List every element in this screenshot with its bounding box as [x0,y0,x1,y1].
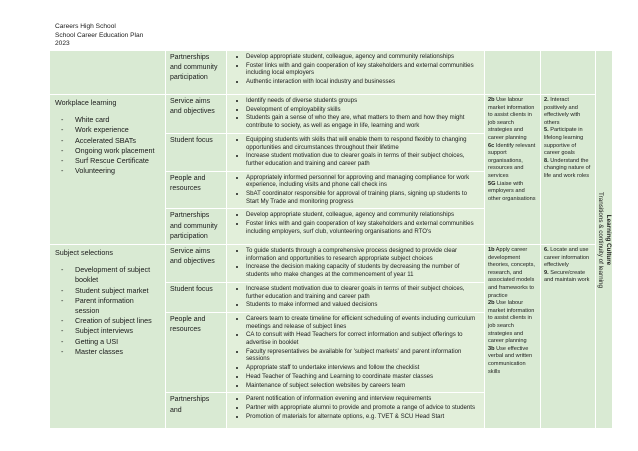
program-cell [50,51,166,95]
list-item: - Subject interviews [55,326,160,336]
practitioner-standards-cell [485,51,541,95]
standard-number: 2. [544,97,549,103]
aspect-bullets [230,136,481,168]
list-item: • Identify needs of diverse students groups [246,97,481,105]
aspect-bullets [230,285,481,309]
list-item: • Promotion of materials for alternate options, e.g. TVET & SCU Head Start [246,413,481,421]
vertical-category-cell [596,51,613,429]
list-item: • Parent notification of information evening and interview requirements [246,395,481,403]
aspect-bullets [230,174,481,206]
standard-text: Apply career development theories, concepts, research, and associated models and frameworks to practice [488,247,535,299]
aspect-bullets [230,315,481,389]
standard-text: Use effective verbal and written communication skills [488,345,533,375]
standard-number: 5G [488,180,496,187]
standard-entry [488,143,537,181]
standard-text: Use labour market information to assist clients in job search strategies and career planning [488,300,535,345]
list-item: - Development of subject booklet [55,265,160,285]
practitioner-standards-cell [485,245,541,429]
program-items [55,115,160,176]
aspect-details [227,133,485,171]
list-item: • Develop appropriate student, colleague, agency and community relationships [246,211,481,219]
standard-number: 3b [488,345,495,352]
practitioner-standards-cell [485,95,541,245]
aspect-label: Partnerships and community participation [166,51,227,95]
standard-number: 5. [544,127,549,134]
plan-row [50,95,613,134]
aspect-label: People and resources [166,171,227,209]
aspect-details [227,393,485,429]
list-item: • Students to make informed and valued decisions [246,301,481,309]
school-name: Careers High School [55,23,116,30]
standard-number: 2b [488,97,495,103]
aspect-details [227,171,485,209]
list-item: • Appropriate staff to undertake interviews and follow the checklist [246,364,481,372]
aspect-bullets [230,53,481,86]
list-item: - Ongoing work placement [55,146,160,156]
aspect-details [227,95,485,134]
list-item: • Develop appropriate student, colleague, agency and community relationships [246,53,481,61]
program-title: Workplace learning [55,98,117,107]
aspect-label: People and resources [166,312,227,392]
plan-title: School Career Education Plan [55,31,144,39]
standard-entry [488,300,537,346]
plan-year: 2023 [55,40,70,48]
standard-number: 1b [488,247,495,254]
aspect-label: Partnerships and [166,393,227,429]
list-item: - White card [55,115,160,125]
list-item: - Volunteering [55,166,160,176]
standard-entry [544,247,592,270]
list-item: • CA to consult with Head Teachers for correct information and subject offerings to advertise in booklet [246,331,481,346]
vertical-label-subtitle: Transitions & continuity of learning [597,191,604,288]
aspect-details [227,209,485,245]
aspect-details [227,312,485,392]
standard-text: Understand the changing nature of life and work roles [544,157,591,179]
standard-number: 8. [544,157,549,164]
aspect-label: Service aims and objectives [166,95,227,134]
aspect-details [227,51,485,95]
list-item: • Appropriately informed personnel for approving and managing compliance for work experience, including visits and phone call check ins [246,174,481,189]
list-item: • Development of employability skills [246,106,481,114]
list-item: • Maintenance of subject selection websites by careers team [246,382,481,390]
vertical-label-title: Learning Culture [605,214,612,265]
standard-number: 2b [488,300,495,307]
standard-entry [544,97,592,127]
plan-row [50,245,613,283]
standard-text: Use labour market information to assist clients in job search strategies and career planning [488,97,535,141]
list-item: • To guide students through a comprehensive process designed to provide clear information and opportunities to research appropriate subject choices [246,247,481,262]
standard-entry [544,127,592,157]
standard-text: Participate in lifelong learning supportive of career goals [544,127,584,157]
list-item: - Creation of subject lines [55,316,160,326]
list-item: • Equipping students with skills that will enable them to respond flexibly to changing opportunities and circumstances throughout their lifetime [246,136,481,151]
list-item: - Work experience [55,125,160,135]
standard-text: Interact positively and effectively with others [544,97,581,126]
list-item: - Accelerated SBATs [55,136,160,146]
list-item: • Increase student motivation due to clearer goals in terms of their subject choices, further education and training and career path [246,285,481,300]
aspect-label: Partnerships and community participation [166,209,227,245]
list-item: - Student subject market [55,286,160,296]
standard-text: Locate and use career information effectively [544,247,590,269]
vertical-label [596,192,612,288]
list-item: - Parent information session [55,296,160,316]
aspect-label: Service aims and objectives [166,245,227,283]
aspect-bullets [230,395,481,420]
aspect-label: Student focus [166,133,227,171]
standard-entry [488,181,537,204]
standard-number: 9. [544,269,549,276]
blueprint-competencies-cell [541,245,596,429]
list-item: • Authentic interaction with local industry and businesses [246,78,481,86]
program-cell [50,245,166,429]
list-item: • Increase student motivation due to clearer goals in terms of their subject choices, further education and training and career path [246,152,481,167]
list-item: • Faculty representatives be available for 'subject markets' and parent information sessions [246,348,481,363]
list-item: • Head Teacher of Teaching and Learning to coordinate master classes [246,373,481,381]
aspect-details [227,245,485,283]
program-cell [50,95,166,245]
aspect-bullets [230,211,481,235]
standard-text: Secure/create and maintain work [544,269,590,284]
standard-number: 6. [544,247,549,254]
list-item: • Foster links with and gain cooperation of key stakeholders and external communities including local employers [246,62,481,77]
plan-row [50,51,613,95]
list-item: • Foster links with and gain cooperation of key stakeholders and external communities including employers, surf club, volunteering organisations and RTO's [246,220,481,235]
career-plan-table [49,50,613,429]
standard-entry [488,247,537,300]
standard-text: Liaise with employers and other organisations [488,180,536,202]
standard-entry [544,158,592,181]
program-items [55,265,160,357]
blueprint-competencies-cell [541,95,596,245]
standard-entry [488,97,537,143]
list-item: - Master classes [55,347,160,357]
program-title: Subject selections [55,248,113,258]
standard-text: Identify relevant support organisations, resources and services [488,142,536,179]
aspect-label: Student focus [166,282,227,312]
standard-entry [488,346,537,376]
list-item: • Students gain a sense of who they are, what matters to them and how they might contribute to society, as well as engage in life, learning and work [246,114,481,129]
aspect-bullets [230,247,481,279]
standard-number: 6c [488,142,495,149]
list-item: • SbAT coordinator responsible for approval of training plans, signing up students to Start My Trade and monitoring progress [246,190,481,205]
list-item: • Partner with appropriate alumni to provide and promote a range of advice to students [246,404,481,412]
standard-entry [544,270,592,285]
list-item: • Careers team to create timeline for efficient scheduling of events including curriculum meetings and release of subject lines [246,315,481,330]
list-item: - Getting a USI [55,337,160,347]
blueprint-competencies-cell [541,51,596,95]
list-item: • Increase the decision making capacity of students by decreasing the number of students who make changes at the commencement of year 11 [246,263,481,278]
list-item: - Surf Rescue Certificate [55,156,160,166]
document-header [55,23,143,49]
aspect-bullets [230,97,481,130]
aspect-details [227,282,485,312]
